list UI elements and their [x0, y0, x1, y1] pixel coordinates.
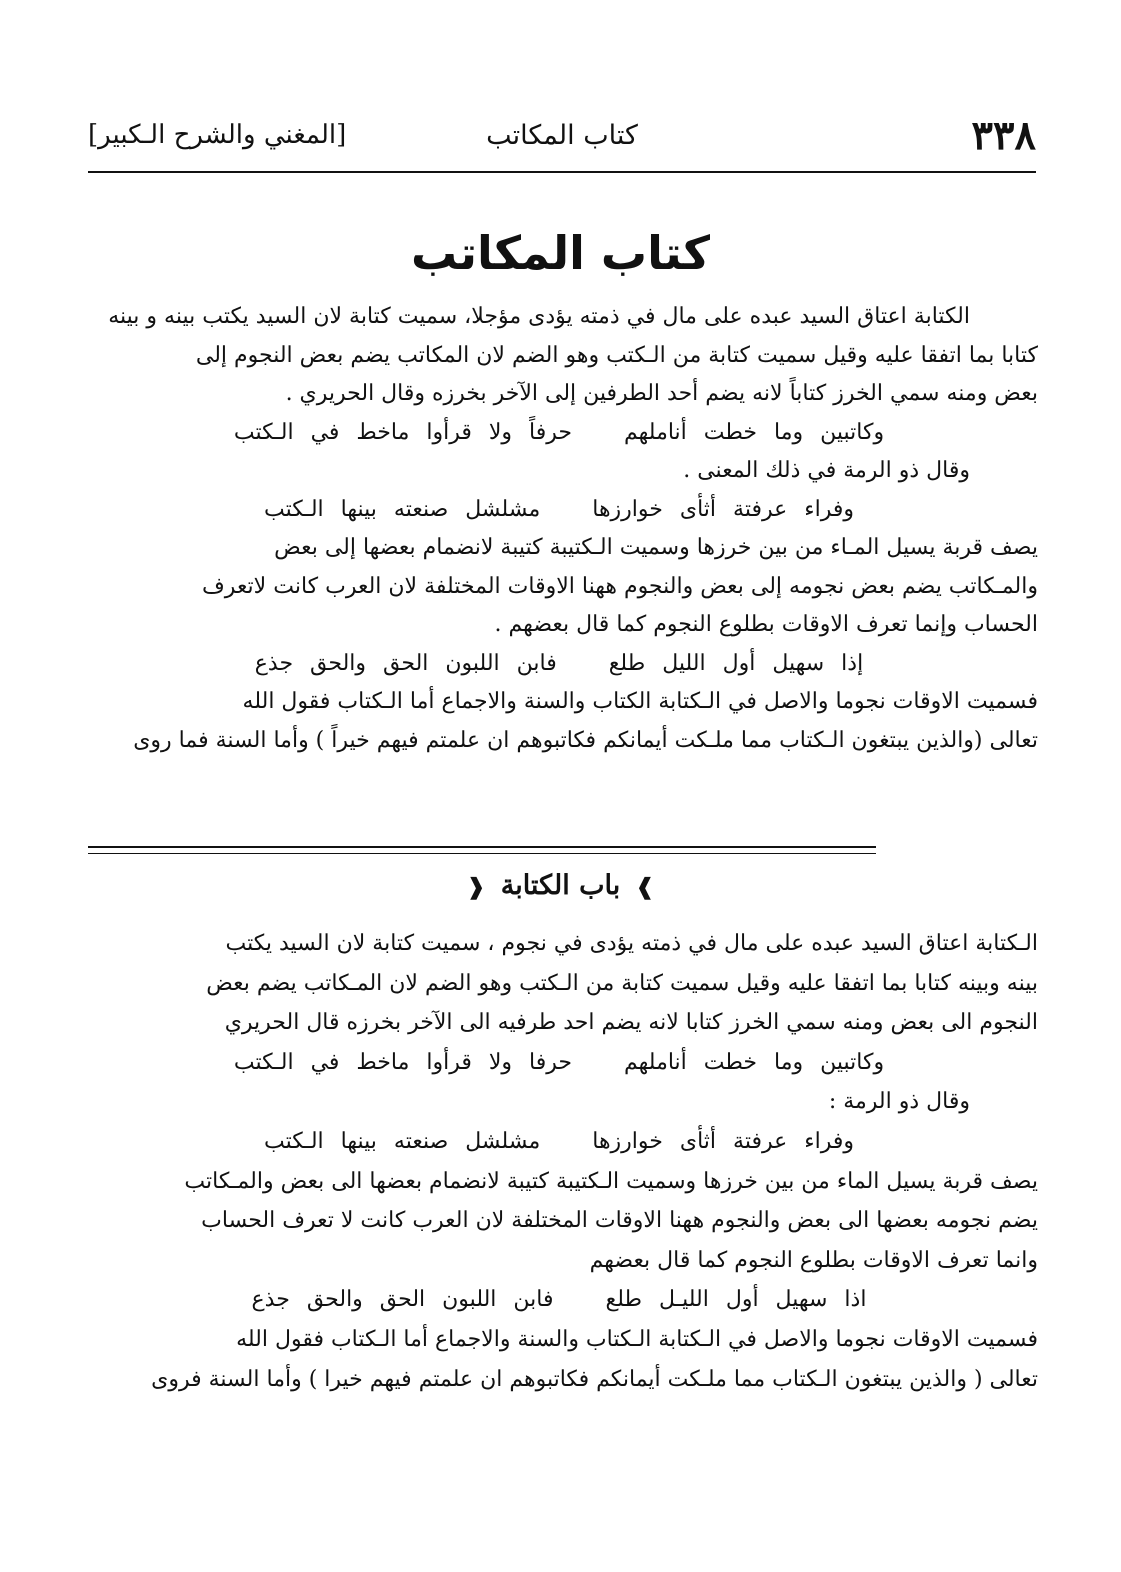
verse-hemistich: وكاتبين وما خطت أناملهم — [624, 1049, 885, 1075]
header-book-title: [المغني والشرح الـكبير] — [88, 120, 347, 150]
text-line: وانما تعرف الاوقات بطلوع النجوم كما قال بعضهم — [589, 1247, 1038, 1273]
page-header — [88, 112, 1036, 170]
sharh-text — [80, 924, 1038, 1399]
verse-hemistich: فابن اللبون الحق والحق جذع — [251, 1287, 554, 1313]
verse-line — [80, 645, 1038, 684]
text-line: الـكتابة اعتاق السيد عبده على مال في ذمته يؤدى في نجوم ، سميت كتابة لان السيد يكتب — [225, 931, 1038, 956]
verse-hemistich: إذا سهيل أول الليل طلع — [608, 650, 864, 676]
section-heading: باب الكتابة — [500, 870, 621, 901]
book-title: كتاب المكاتب — [411, 226, 710, 280]
page-number: ٣٣٨ — [971, 112, 1036, 159]
verse-hemistich: حرفاً ولا قرأوا ماخط في الـكتب — [233, 419, 572, 445]
verse-hemistich: مشلشل صنعته بينها الـكتب — [264, 1128, 541, 1154]
verse-line — [80, 1043, 1038, 1083]
text-line: يصف قربة يسيل الماء من بين خرزها وسميت الـكتيبة كتيبة لانضمام بعضها الى بعض والمـكاتب — [184, 1168, 1038, 1194]
text-line: يضم نجومه بعضها الى بعض والنجوم ههنا الاوقات المختلفة لان العرب كانت لا تعرف الحساب — [201, 1208, 1038, 1234]
verse-line — [80, 1122, 1038, 1162]
text-line: النجوم الى بعض ومنه سمي الخرز كتابا لانه يضم احد طرفيه الى الآخر بخرزه قال الحريري — [224, 1010, 1038, 1036]
text-line: فسميت الاوقات نجوما والاصل في الـكتابة الكتاب والسنة والاجماع أما الـكتاب فقول الله — [242, 689, 1038, 714]
verse-hemistich: حرفا ولا قرأوا ماخط في الـكتب — [233, 1049, 572, 1075]
verse-line — [80, 1280, 1038, 1320]
ornament-icon: ❱ — [635, 874, 655, 900]
mughni-text — [80, 298, 1038, 760]
text-line: الكتابة اعتاق السيد عبده على مال في ذمته يؤدى مؤجلا، سميت كتابة لان السيد يكتب بينه و بينه — [108, 304, 970, 329]
verse-hemistich: اذا سهيل أول الليـل طلع — [605, 1287, 867, 1313]
text-line: بينه وبينه كتابا بما اتفقا عليه وقيل سميت كتابة من الـكتب وهو الضم لان المـكاتب يضم بعض — [206, 970, 1038, 996]
text-line: بعض ومنه سمي الخرز كتاباً لانه يضم أحد الطرفين إلى الآخر بخرزه وقال الحريري . — [285, 381, 1038, 406]
text-line: فسميت الاوقات نجوما والاصل في الـكتابة الـكتاب والسنة والاجماع أما الـكتاب فقول الله — [236, 1326, 1038, 1352]
verse-hemistich: وكاتبين وما خطت أناملهم — [624, 419, 885, 445]
verse-hemistich: وفراء عرفتة أثأى خوارزها — [592, 1128, 854, 1154]
verse-hemistich: مشلشل صنعته بينها الـكتب — [264, 496, 541, 522]
verse-line — [80, 491, 1038, 530]
verse-hemistich: وفراء عرفتة أثأى خوارزها — [592, 496, 854, 522]
section-divider — [88, 846, 876, 848]
ornament-icon: ❰ — [466, 874, 486, 900]
text-line: يصف قربة يسيل المـاء من بين خرزها وسميت الـكتيبة كتيبة لانضمام بعضها إلى بعض — [274, 535, 1038, 560]
text-line: كتابا بما اتفقا عليه وقيل سميت كتابة من الـكتب وهو الضم لان المكاتب يضم بعض النجوم إلى — [195, 342, 1038, 368]
text-line: وقال ذو الرمة في ذلك المعنى . — [683, 458, 970, 483]
text-line: تعالى ( والذين يبتغون الـكتاب مما ملـكت أيمانكم فكاتبوهم ان علمتم فيهم خيرا ) وأما السنة فروى — [151, 1366, 1038, 1392]
text-line: وقال ذو الرمة : — [828, 1089, 970, 1115]
header-section-title: كتاب المكاتب — [486, 120, 638, 151]
sharh-section-title — [0, 870, 1121, 901]
text-line: تعالى (والذين يبتغون الـكتاب مما ملـكت أيمانكم فكاتبوهم ان علمتم فيهم خيراً ) وأما السنة فما روى — [133, 727, 1038, 753]
text-line: والمـكاتب يضم بعض نجومه إلى بعض والنجوم ههنا الاوقات المختلفة لان العرب كانت لاتعرف — [202, 573, 1038, 599]
verse-hemistich: فابن اللبون الحق والحق جذع — [254, 650, 557, 676]
verse-line — [80, 414, 1038, 453]
section-divider — [88, 853, 876, 854]
header-rule — [88, 171, 1036, 173]
text-line: الحساب وإنما تعرف الاوقات بطلوع النجوم كما قال بعضهم . — [494, 612, 1038, 637]
